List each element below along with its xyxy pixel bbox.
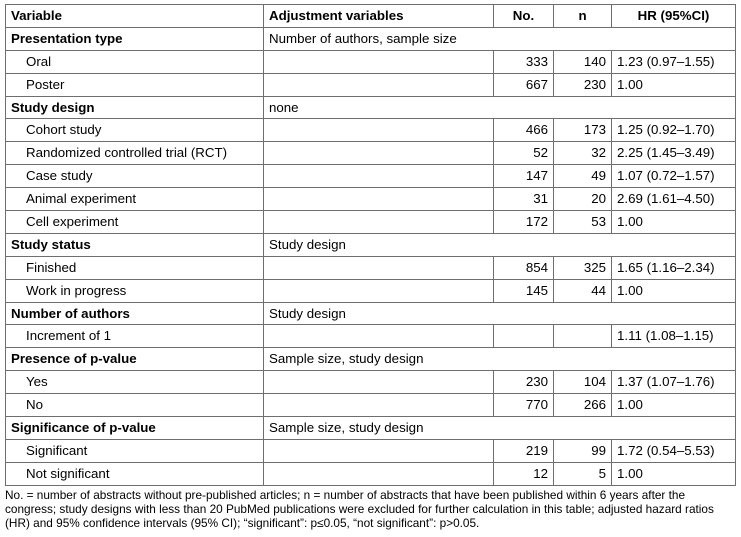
group-adjustment: Study design <box>264 302 736 325</box>
group-header-row <box>6 96 736 119</box>
row-no: 31 <box>494 188 554 211</box>
row-hr: 1.37 (1.07–1.76) <box>612 371 736 394</box>
row-n: 266 <box>554 394 612 417</box>
row-n: 49 <box>554 165 612 188</box>
row-no: 219 <box>494 439 554 462</box>
group-title: Presence of p-value <box>6 348 264 371</box>
table-row <box>6 50 736 73</box>
row-no: 230 <box>494 371 554 394</box>
header-row <box>6 5 736 28</box>
group-title: Presentation type <box>6 27 264 50</box>
header-n: n <box>554 5 612 28</box>
row-hr: 1.00 <box>612 73 736 96</box>
row-hr: 2.25 (1.45–3.49) <box>612 142 736 165</box>
group-adjustment: Number of authors, sample size <box>264 27 736 50</box>
header-no: No. <box>494 5 554 28</box>
group-header-row <box>6 417 736 440</box>
results-table-container <box>5 4 735 486</box>
row-label: Cell experiment <box>6 211 264 234</box>
header-adjustment: Adjustment variables <box>264 5 494 28</box>
row-adjustment-cell <box>264 439 494 462</box>
row-label: Work in progress <box>6 279 264 302</box>
table-row <box>6 188 736 211</box>
row-n <box>554 325 612 348</box>
row-label: Oral <box>6 50 264 73</box>
row-hr: 1.72 (0.54–5.53) <box>612 439 736 462</box>
row-label: Poster <box>6 73 264 96</box>
table-row <box>6 325 736 348</box>
row-label: Finished <box>6 256 264 279</box>
table-row <box>6 119 736 142</box>
row-label: Significant <box>6 439 264 462</box>
row-hr: 2.69 (1.61–4.50) <box>612 188 736 211</box>
table-row <box>6 439 736 462</box>
row-adjustment-cell <box>264 462 494 485</box>
group-adjustment: none <box>264 96 736 119</box>
row-adjustment-cell <box>264 256 494 279</box>
row-no: 333 <box>494 50 554 73</box>
row-hr: 1.07 (0.72–1.57) <box>612 165 736 188</box>
row-n: 173 <box>554 119 612 142</box>
group-header-row <box>6 302 736 325</box>
row-no: 172 <box>494 211 554 234</box>
row-n: 140 <box>554 50 612 73</box>
group-header-row <box>6 348 736 371</box>
table-row <box>6 256 736 279</box>
row-adjustment-cell <box>264 325 494 348</box>
table-row <box>6 394 736 417</box>
row-adjustment-cell <box>264 50 494 73</box>
row-adjustment-cell <box>264 279 494 302</box>
group-title: Significance of p-value <box>6 417 264 440</box>
table-body <box>6 27 736 485</box>
group-title: Study status <box>6 233 264 256</box>
header-variable: Variable <box>6 5 264 28</box>
row-label: Cohort study <box>6 119 264 142</box>
row-label: Yes <box>6 371 264 394</box>
row-no: 770 <box>494 394 554 417</box>
row-label: Case study <box>6 165 264 188</box>
row-label: No <box>6 394 264 417</box>
row-label: Randomized controlled trial (RCT) <box>6 142 264 165</box>
table-row <box>6 165 736 188</box>
row-no <box>494 325 554 348</box>
row-n: 32 <box>554 142 612 165</box>
table-row <box>6 462 736 485</box>
row-hr: 1.00 <box>612 211 736 234</box>
row-label: Increment of 1 <box>6 325 264 348</box>
row-n: 230 <box>554 73 612 96</box>
row-adjustment-cell <box>264 119 494 142</box>
row-n: 325 <box>554 256 612 279</box>
row-adjustment-cell <box>264 371 494 394</box>
row-label: Not significant <box>6 462 264 485</box>
row-n: 104 <box>554 371 612 394</box>
row-n: 44 <box>554 279 612 302</box>
table-row <box>6 73 736 96</box>
row-adjustment-cell <box>264 188 494 211</box>
row-no: 854 <box>494 256 554 279</box>
group-header-row <box>6 27 736 50</box>
table-row <box>6 279 736 302</box>
row-adjustment-cell <box>264 73 494 96</box>
row-n: 5 <box>554 462 612 485</box>
group-title: Number of authors <box>6 302 264 325</box>
row-n: 20 <box>554 188 612 211</box>
row-label: Animal experiment <box>6 188 264 211</box>
row-no: 667 <box>494 73 554 96</box>
row-no: 147 <box>494 165 554 188</box>
group-title: Study design <box>6 96 264 119</box>
row-n: 53 <box>554 211 612 234</box>
row-hr: 1.00 <box>612 279 736 302</box>
table-row <box>6 142 736 165</box>
row-no: 52 <box>494 142 554 165</box>
group-header-row <box>6 233 736 256</box>
row-adjustment-cell <box>264 142 494 165</box>
group-adjustment: Sample size, study design <box>264 417 736 440</box>
group-adjustment: Study design <box>264 233 736 256</box>
table-row <box>6 211 736 234</box>
row-hr: 1.23 (0.97–1.55) <box>612 50 736 73</box>
row-hr: 1.25 (0.92–1.70) <box>612 119 736 142</box>
row-no: 12 <box>494 462 554 485</box>
table-row <box>6 371 736 394</box>
header-hr: HR (95%CI) <box>612 5 736 28</box>
row-hr: 1.11 (1.08–1.15) <box>612 325 736 348</box>
group-adjustment: Sample size, study design <box>264 348 736 371</box>
row-no: 466 <box>494 119 554 142</box>
row-n: 99 <box>554 439 612 462</box>
row-adjustment-cell <box>264 211 494 234</box>
hazard-ratio-table <box>5 4 736 486</box>
row-hr: 1.00 <box>612 462 736 485</box>
row-hr: 1.00 <box>612 394 736 417</box>
row-adjustment-cell <box>264 394 494 417</box>
row-no: 145 <box>494 279 554 302</box>
table-footnote: No. = number of abstracts without pre-published articles; n = number of abstracts that have been published within 6 years after the congress; study designs with less than 20 PubMed publications were excluded for further calculation in this table; adjusted hazard ratios (HR) and 95% confidence intervals (95% CI); “significant”: p≤0.05, “not significant”: p>0.05. <box>5 488 714 530</box>
row-hr: 1.65 (1.16–2.34) <box>612 256 736 279</box>
row-adjustment-cell <box>264 165 494 188</box>
